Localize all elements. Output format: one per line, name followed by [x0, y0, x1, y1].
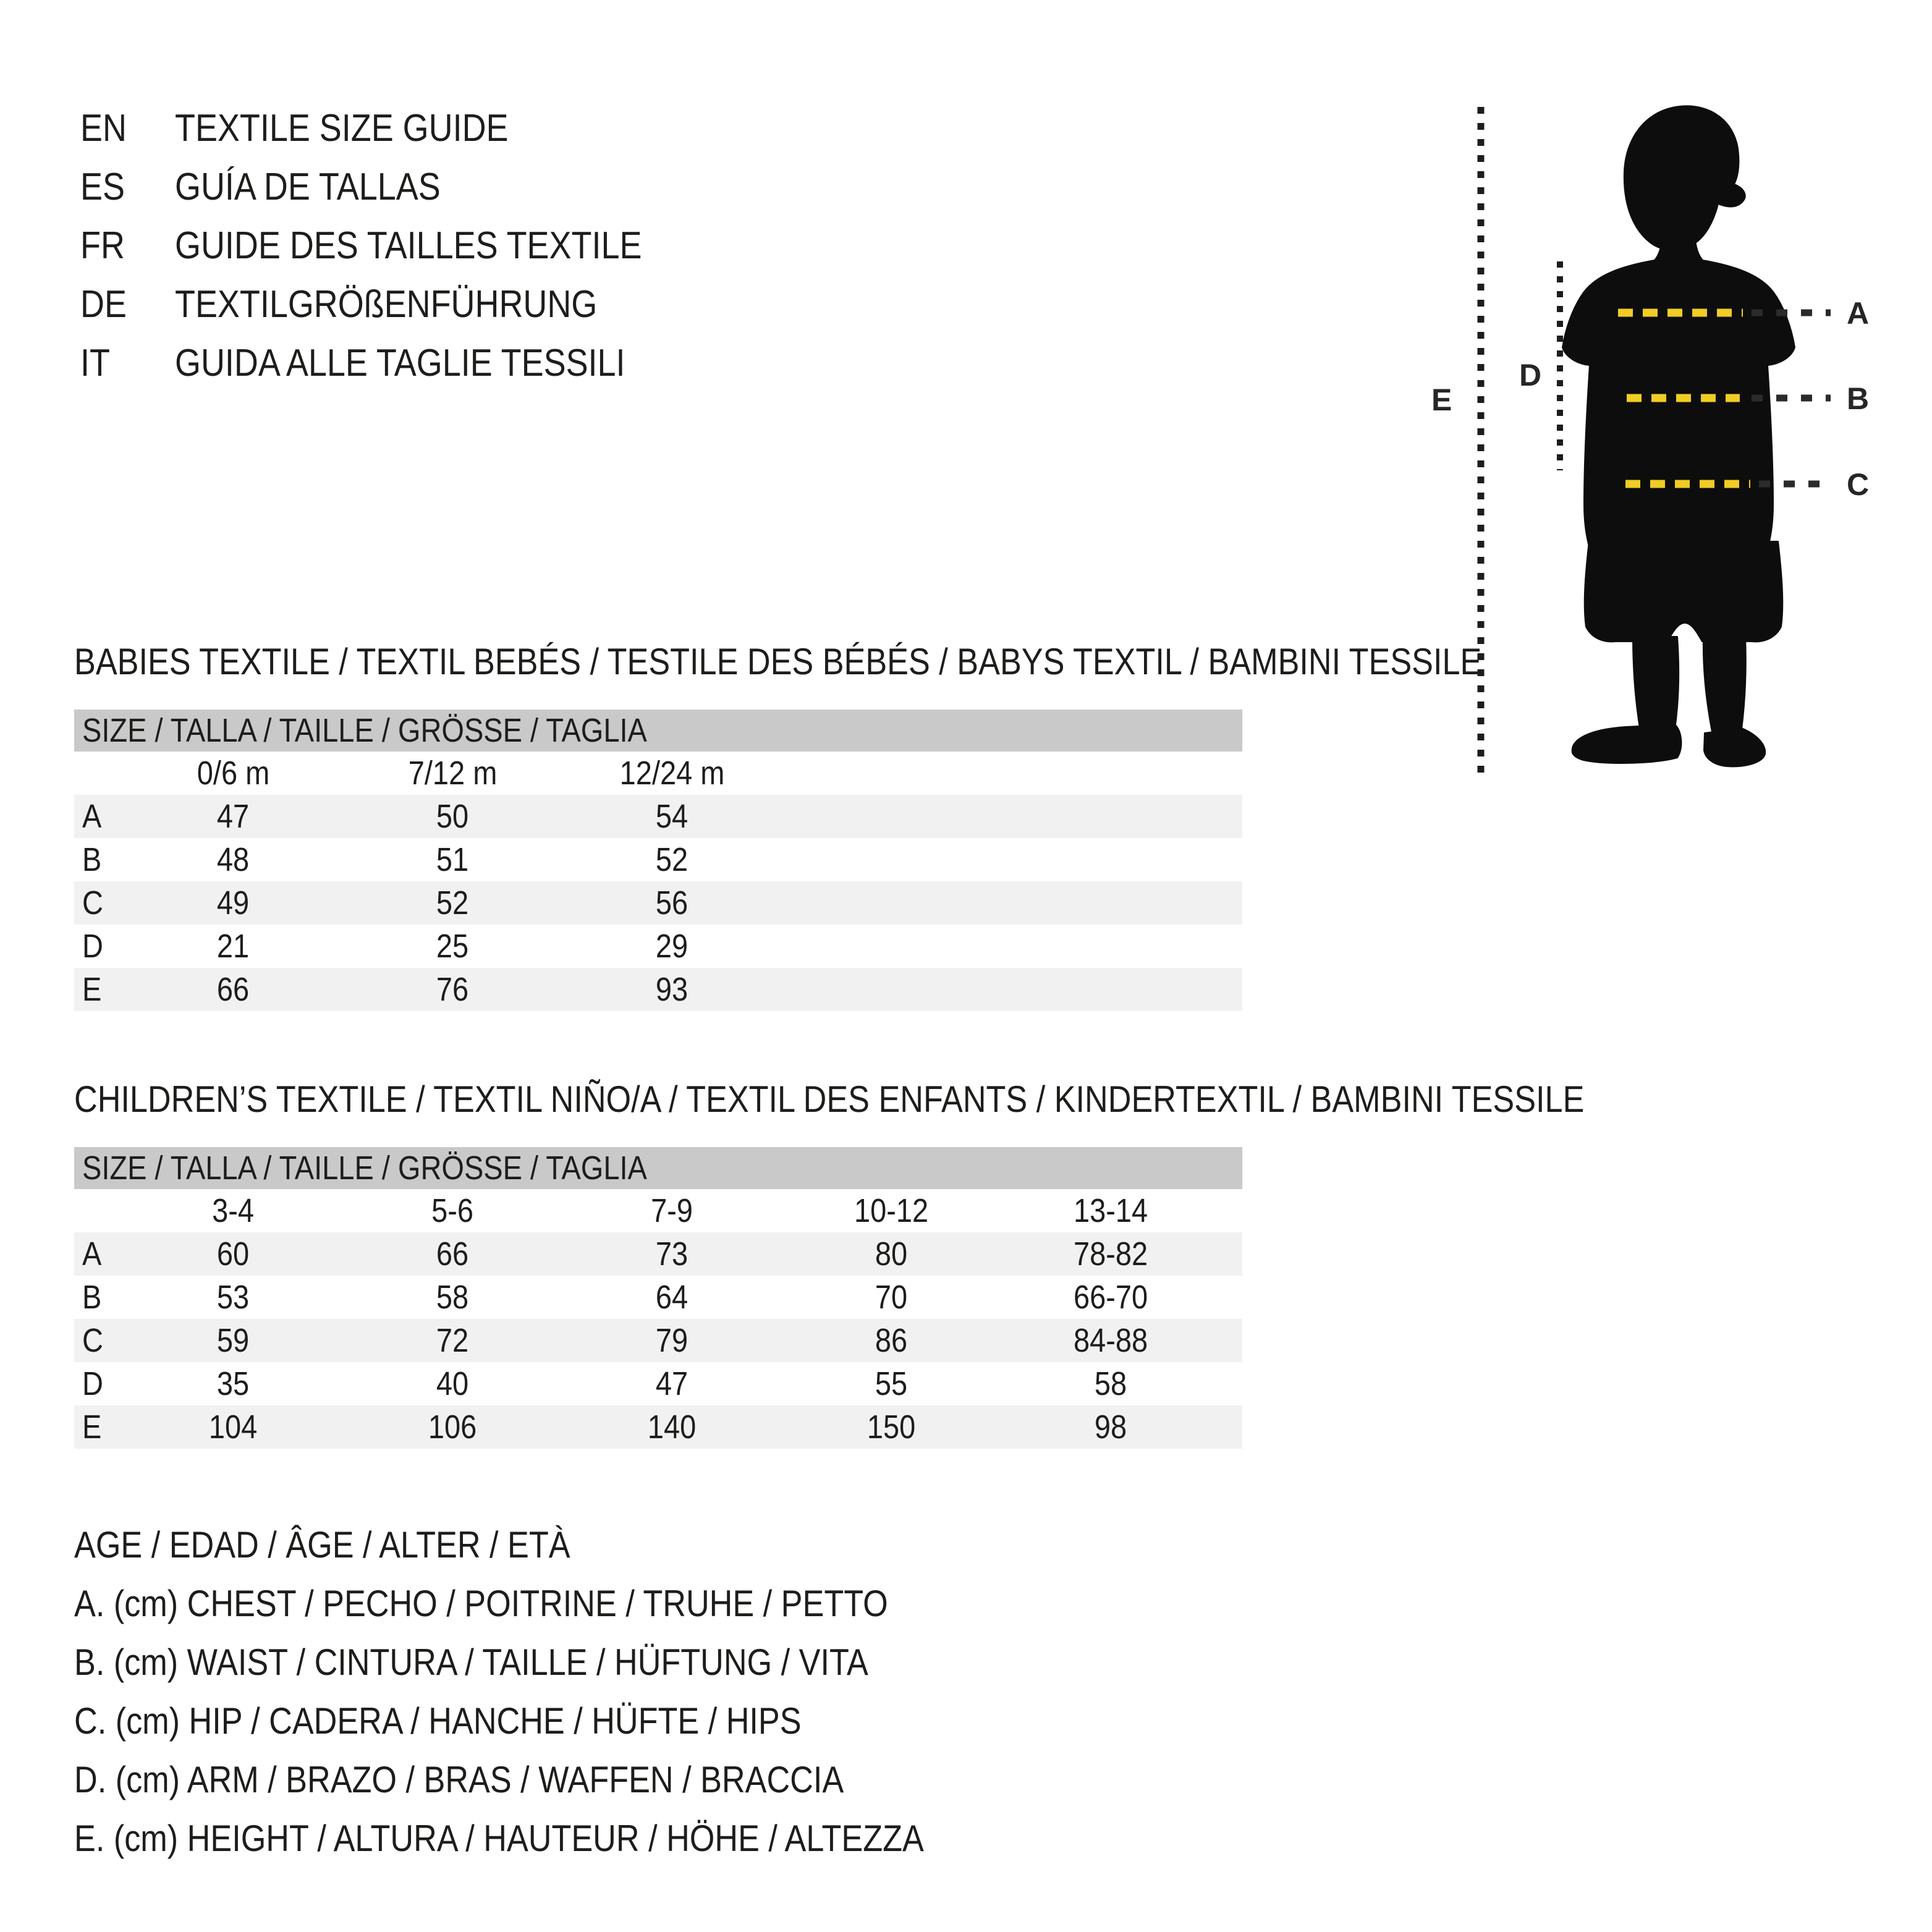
cell-value: 60	[217, 1235, 250, 1273]
cell-value: 150	[867, 1409, 916, 1446]
table-cell	[562, 884, 782, 922]
column-header-text: 13-14	[1074, 1192, 1148, 1229]
table-row-c	[74, 881, 1242, 925]
column-header	[562, 754, 782, 792]
table-cell	[124, 841, 343, 879]
cell-value: 47	[217, 798, 250, 835]
table-cell	[343, 1278, 562, 1316]
table-row-e	[74, 1405, 1242, 1449]
language-code: DE	[80, 283, 127, 326]
measure-label-e: E	[1431, 383, 1452, 417]
row-label: C	[82, 884, 103, 922]
table-cell	[562, 970, 782, 1009]
language-code: EN	[80, 107, 127, 150]
table-cell	[343, 841, 562, 879]
table-cell	[1001, 1321, 1221, 1360]
children-heading-text: CHILDREN’S TEXTILE / TEXTIL NIÑO/A / TEXTIL DES ENFANTS / KINDERTEXTIL / BAMBINI TESSILE	[74, 1078, 1585, 1120]
cell-value: 54	[656, 798, 688, 835]
table-cell	[124, 1408, 343, 1446]
table-row-d	[74, 925, 1242, 968]
table-cell	[343, 797, 562, 836]
row-label-cell	[74, 1408, 124, 1446]
cell-value: 52	[656, 841, 688, 878]
cell-value: 106	[428, 1409, 477, 1446]
cell-value: 64	[656, 1279, 688, 1316]
cell-value: 70	[875, 1279, 908, 1316]
children-size-header-bar	[74, 1147, 1242, 1189]
table-cell	[124, 970, 343, 1009]
column-header	[782, 1192, 1001, 1230]
table-cell	[782, 1278, 1001, 1316]
table-row-d	[74, 1362, 1242, 1405]
table-cell	[124, 884, 343, 922]
column-header-text: 7/12 m	[408, 755, 498, 792]
cell-value: 76	[436, 971, 469, 1008]
cell-value: 49	[217, 884, 250, 922]
table-cell	[124, 1278, 343, 1316]
row-label: A	[82, 1235, 102, 1273]
row-label: A	[82, 798, 102, 835]
children-section-heading	[74, 1080, 1810, 1119]
row-label-cell	[74, 1278, 124, 1316]
table-row-a	[74, 1232, 1242, 1276]
cell-value: 98	[1095, 1409, 1127, 1446]
language-row-it	[80, 334, 711, 392]
measurement-diagram	[1421, 79, 1932, 808]
language-title: GUIDA ALLE TAGLIE TESSILI	[175, 342, 625, 384]
row-label-cell	[74, 1365, 124, 1403]
babies-size-table	[74, 710, 1242, 1011]
language-row-es	[80, 158, 711, 216]
cell-value: 48	[217, 841, 250, 878]
table-row-b	[74, 1276, 1242, 1319]
babies-size-header-bar	[74, 710, 1242, 752]
cell-value: 84-88	[1074, 1322, 1148, 1359]
row-label-cell	[74, 841, 124, 879]
cell-value: 72	[436, 1322, 469, 1359]
row-label: D	[82, 928, 103, 965]
column-header-text: 12/24 m	[619, 755, 725, 792]
table-cell	[782, 1235, 1001, 1273]
legend-age	[74, 1515, 1051, 1574]
table-cell	[782, 1408, 1001, 1446]
column-header	[1001, 1192, 1221, 1230]
measure-label-c: C	[1847, 467, 1870, 502]
measure-label-b: B	[1847, 381, 1870, 416]
child-silhouette-figure	[1421, 79, 1932, 808]
children-size-table	[74, 1147, 1242, 1449]
legend-chest	[74, 1574, 1051, 1633]
row-label-cell	[74, 927, 124, 965]
legend-text: A. (cm) CHEST / PECHO / POITRINE / TRUHE / PETTO	[74, 1583, 888, 1624]
table-cell	[343, 1235, 562, 1273]
table-cell	[343, 884, 562, 922]
cell-value: 51	[436, 841, 469, 878]
row-label-cell	[74, 884, 124, 922]
row-label: E	[82, 971, 102, 1008]
table-cell	[343, 970, 562, 1009]
cell-value: 73	[656, 1235, 688, 1273]
table-cell	[343, 1365, 562, 1403]
table-cell	[1001, 1278, 1221, 1316]
cell-value: 86	[875, 1322, 908, 1359]
table-cell	[1001, 1408, 1221, 1446]
legend-text: D. (cm) ARM / BRAZO / BRAS / WAFFEN / BRACCIA	[74, 1759, 844, 1800]
table-cell	[1001, 1235, 1221, 1273]
table-cell	[562, 1321, 782, 1360]
cell-value: 29	[656, 928, 688, 965]
table-cell	[782, 1321, 1001, 1360]
cell-value: 80	[875, 1235, 908, 1273]
legend-text: B. (cm) WAIST / CINTURA / TAILLE / HÜFTUNG / VITA	[74, 1642, 868, 1683]
column-header-text: 7-9	[651, 1192, 693, 1229]
cell-value: 52	[436, 884, 469, 922]
table-row-a	[74, 795, 1242, 838]
cell-value: 58	[1095, 1365, 1127, 1402]
row-label: D	[82, 1365, 103, 1402]
cell-value: 78-82	[1074, 1235, 1148, 1273]
measurement-legend	[74, 1515, 1051, 1868]
table-cell	[782, 1365, 1001, 1403]
language-code: IT	[80, 342, 110, 384]
cell-value: 50	[436, 798, 469, 835]
cell-value: 47	[656, 1365, 688, 1402]
cell-value: 35	[217, 1365, 250, 1402]
cell-value: 40	[436, 1365, 469, 1402]
measure-label-a: A	[1847, 296, 1870, 331]
cell-value: 59	[217, 1322, 250, 1359]
legend-waist	[74, 1633, 1051, 1692]
table-cell	[1001, 1365, 1221, 1403]
row-label: C	[82, 1322, 103, 1359]
language-title: GUIDE DES TAILLES TEXTILE	[175, 224, 642, 267]
table-cell	[343, 1408, 562, 1446]
column-header	[124, 754, 343, 792]
size-header-text: SIZE / TALLA / TAILLE / GRÖSSE / TAGLIA	[82, 712, 647, 749]
measure-label-d: D	[1519, 358, 1542, 392]
row-label: E	[82, 1409, 102, 1446]
language-title: GUÍA DE TALLAS	[175, 166, 441, 208]
column-header	[124, 1192, 343, 1230]
language-title: TEXTILGRÖßENFÜHRUNG	[175, 283, 598, 326]
table-cell	[124, 1365, 343, 1403]
column-header	[343, 754, 562, 792]
table-row-e	[74, 968, 1242, 1011]
column-header	[562, 1192, 782, 1230]
legend-text: C. (cm) HIP / CADERA / HANCHE / HÜFTE / HIPS	[74, 1700, 802, 1742]
cell-value: 66-70	[1074, 1279, 1148, 1316]
legend-height	[74, 1809, 1051, 1868]
babies-heading-text: BABIES TEXTILE / TEXTIL BEBÉS / TESTILE DES BÉBÉS / BABYS TEXTIL / BAMBINI TESSILE	[74, 641, 1482, 682]
table-row-b	[74, 838, 1242, 881]
row-label-cell	[74, 970, 124, 1009]
table-cell	[562, 1365, 782, 1403]
table-cell	[124, 1235, 343, 1273]
cell-value: 140	[648, 1409, 697, 1446]
language-title-list	[80, 99, 711, 392]
language-code: FR	[80, 224, 125, 267]
table-cell	[343, 1321, 562, 1360]
row-label: B	[82, 1279, 102, 1316]
column-header-text: 0/6 m	[197, 755, 270, 792]
table-cell	[124, 1321, 343, 1360]
column-header-text: 5-6	[431, 1192, 474, 1229]
legend-arm	[74, 1750, 1051, 1809]
size-header-text: SIZE / TALLA / TAILLE / GRÖSSE / TAGLIA	[82, 1150, 647, 1187]
legend-text: E. (cm) HEIGHT / ALTURA / HAUTEUR / HÖHE / ALTEZZA	[74, 1818, 924, 1859]
column-header	[343, 1192, 562, 1230]
cell-value: 66	[217, 971, 250, 1008]
cell-value: 25	[436, 928, 469, 965]
language-row-fr	[80, 216, 711, 275]
language-title: TEXTILE SIZE GUIDE	[175, 107, 509, 150]
table-cell	[562, 841, 782, 879]
cell-value: 53	[217, 1279, 250, 1316]
row-label-cell	[74, 1235, 124, 1273]
row-label-cell	[74, 797, 124, 836]
cell-value: 104	[209, 1409, 258, 1446]
language-code: ES	[80, 166, 125, 208]
cell-value: 21	[217, 928, 250, 965]
cell-value: 79	[656, 1322, 688, 1359]
legend-hip	[74, 1692, 1051, 1750]
row-label-cell	[74, 1321, 124, 1360]
table-row-c	[74, 1319, 1242, 1362]
row-label: B	[82, 841, 102, 878]
language-row-en	[80, 99, 711, 158]
table-cell	[562, 1278, 782, 1316]
cell-value: 66	[436, 1235, 469, 1273]
table-cell	[124, 927, 343, 965]
cell-value: 56	[656, 884, 688, 922]
table-cell	[343, 927, 562, 965]
table-cell	[124, 797, 343, 836]
language-row-de	[80, 275, 711, 334]
children-column-header-row	[74, 1189, 1242, 1232]
column-header-text: 10-12	[854, 1192, 929, 1229]
table-cell	[562, 797, 782, 836]
column-header-text: 3-4	[212, 1192, 255, 1229]
cell-value: 93	[656, 971, 688, 1008]
legend-text: AGE / EDAD / ÂGE / ALTER / ETÀ	[74, 1524, 570, 1566]
cell-value: 58	[436, 1279, 469, 1316]
babies-column-header-row	[74, 752, 1242, 795]
table-cell	[562, 1408, 782, 1446]
table-cell	[562, 1235, 782, 1273]
babies-section-heading	[74, 643, 1692, 681]
table-cell	[562, 927, 782, 965]
cell-value: 55	[875, 1365, 908, 1402]
